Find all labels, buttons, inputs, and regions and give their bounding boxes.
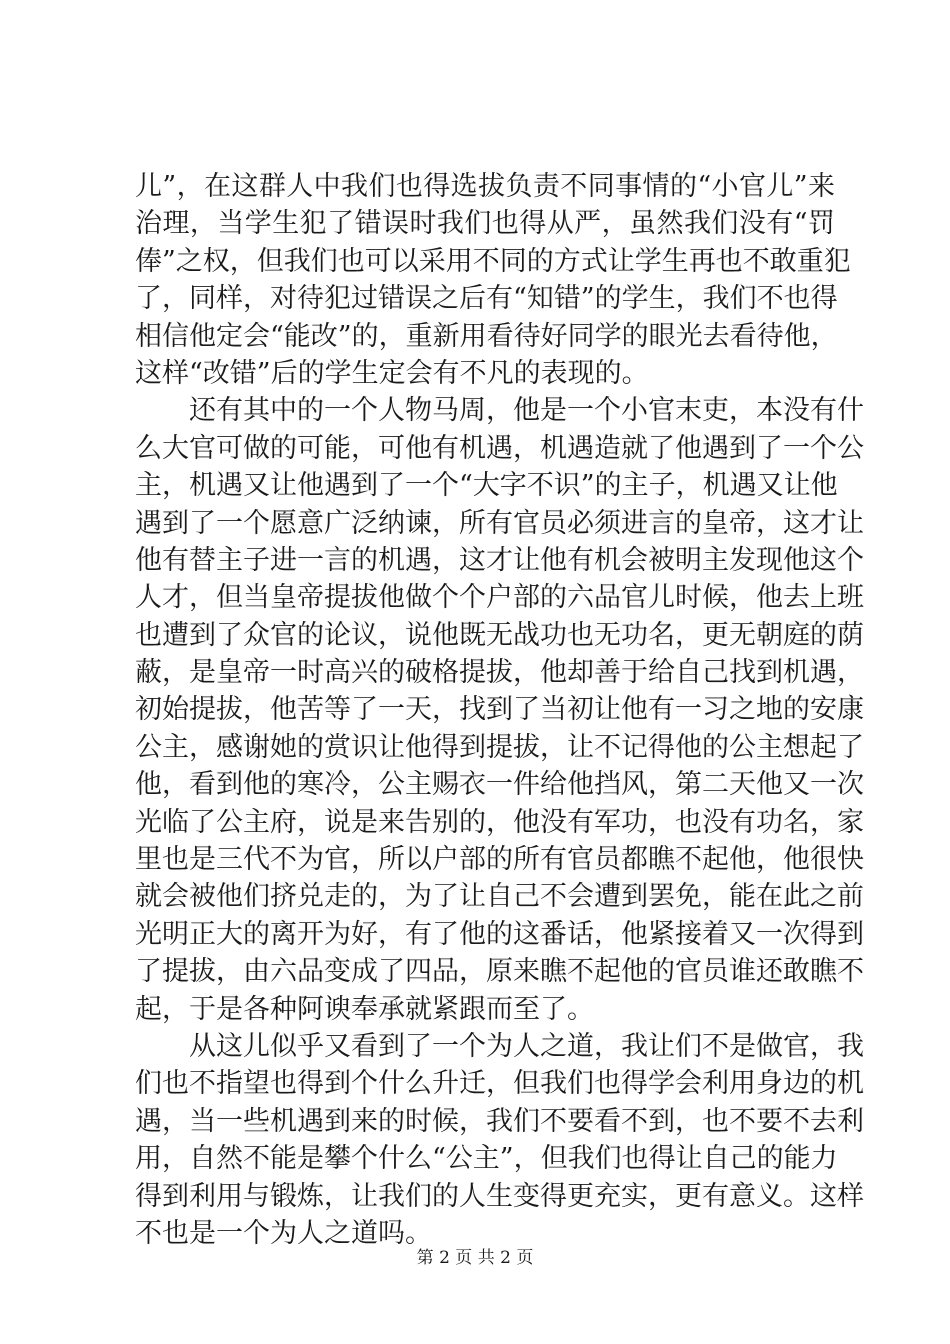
text-line: 里也是三代不为官，所以户部的所有官员都瞧不起他，他很快 xyxy=(135,844,864,876)
text-line: 起，于是各种阿谀奉承就紧跟而至了。 xyxy=(135,993,594,1025)
text-line: 遇，当一些机遇到来的时候，我们不要看不到，也不要不去利 xyxy=(135,1105,864,1137)
text-line: 不也是一个为人之道吗。 xyxy=(135,1217,432,1249)
text-line: 他有替主子进一言的机遇，这才让他有机会被明主发现他这个 xyxy=(135,544,864,576)
text-line: 这样“改错”后的学生定会有不凡的表现的。 xyxy=(135,357,649,389)
page-number-footer: 第 2 页 共 2 页 xyxy=(416,1248,534,1268)
text-line: 公主，感谢她的赏识让他得到提拔，让不记得他的公主想起了 xyxy=(135,731,864,763)
text-line: 治理，当学生犯了错误时我们也得从严，虽然我们没有“罚 xyxy=(135,208,835,240)
text-line: 得到利用与锻炼，让我们的人生变得更充实，更有意义。这样 xyxy=(135,1180,864,1212)
text-line: 了，同样，对待犯过错误之后有“知错”的学生，我们不也得 xyxy=(135,283,838,315)
text-line: 主，机遇又让他遇到了一个“大字不识”的主子，机遇又让他 xyxy=(135,470,838,502)
text-line: 相信他定会“能改”的，重新用看待好同学的眼光去看待他， xyxy=(135,320,838,352)
text-line: 光临了公主府，说是来告别的，他没有军功，也没有功名，家 xyxy=(135,806,864,838)
text-line: 他，看到他的寒冷，公主赐衣一件给他挡风，第二天他又一次 xyxy=(135,769,864,801)
text-line: 用，自然不能是攀个什么“公主”，但我们也得让自己的能力 xyxy=(135,1143,838,1175)
text-line: 们也不指望也得到个什么升迁，但我们也得学会利用身边的机 xyxy=(135,1068,864,1100)
text-line: 俸”之权，但我们也可以采用不同的方式让学生再也不敢重犯 xyxy=(135,245,851,277)
text-line: 还有其中的一个人物马周，他是一个小官末吏，本没有什 xyxy=(135,395,864,427)
text-line: 遇到了一个愿意广泛纳谏，所有官员必须进言的皇帝，这才让 xyxy=(135,507,864,539)
text-line: 初始提拔，他苦等了一天，找到了当初让他有一习之地的安康 xyxy=(135,694,864,726)
text-line: 儿”，在这群人中我们也得选拔负责不同事情的“小官儿”来 xyxy=(135,171,835,202)
text-line: 人才，但当皇帝提拔他做个个户部的六品官儿时候，他去上班 xyxy=(135,582,864,614)
text-line: 光明正大的离开为好，有了他的这番话，他紧接着又一次得到 xyxy=(135,918,864,950)
text-line: 就会被他们挤兑走的，为了让自己不会遭到罢免，能在此之前 xyxy=(135,881,864,913)
text-line: 蔽，是皇帝一时高兴的破格提拔，他却善于给自己找到机遇， xyxy=(135,657,864,689)
text-line: 从这儿似乎又看到了一个为人之道，我让们不是做官，我 xyxy=(135,1030,864,1062)
text-line: 也遭到了众官的论议，说他既无战功也无功名，更无朝庭的荫 xyxy=(135,619,864,651)
body-text xyxy=(135,168,864,1252)
text-line: 么大官可做的可能，可他有机遇，机遇造就了他遇到了一个公 xyxy=(135,432,864,464)
text-line: 了提拔，由六品变成了四品，原来瞧不起他的官员谁还敢瞧不 xyxy=(135,956,864,988)
